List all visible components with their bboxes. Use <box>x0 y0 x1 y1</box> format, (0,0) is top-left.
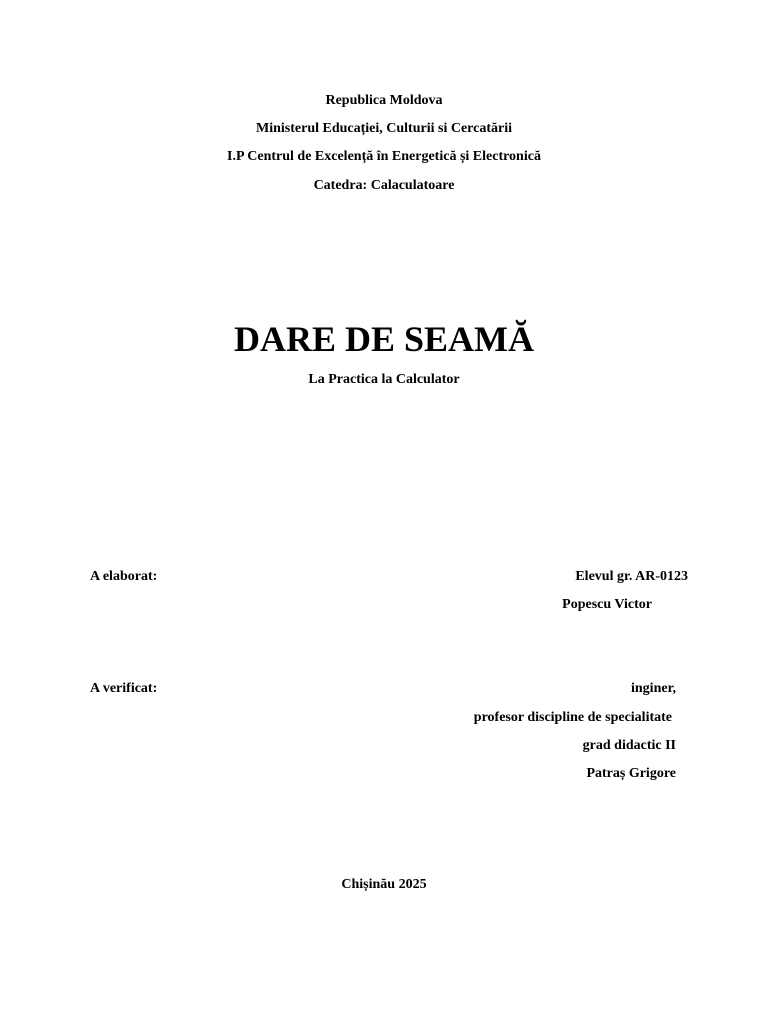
header-ministry: Ministerul Educației, Culturii si Cercatării <box>256 121 512 136</box>
document-subtitle: La Practica la Calculator <box>308 372 460 387</box>
footer-place-year: Chișinău 2025 <box>341 877 427 892</box>
elaborat-name: Popescu Victor <box>562 597 652 612</box>
elaborat-group: Elevul gr. AR-0123 <box>575 569 688 584</box>
header-institution: I.P Centrul de Excelență în Energetică și Electronică <box>227 149 541 164</box>
verificat-name: Patraș Grigore <box>586 766 676 781</box>
verificat-position: profesor discipline de specialitate <box>473 710 672 725</box>
verificat-label: A verificat: <box>90 681 158 696</box>
header-department: Catedra: Calaculatoare <box>313 178 455 193</box>
verificat-title: inginer, <box>631 681 676 696</box>
verificat-grade: grad didactic II <box>582 738 676 753</box>
elaborat-label: A elaborat: <box>90 569 158 584</box>
header-country: Republica Moldova <box>325 93 443 108</box>
document-title: DARE DE SEAMĂ <box>233 319 535 359</box>
